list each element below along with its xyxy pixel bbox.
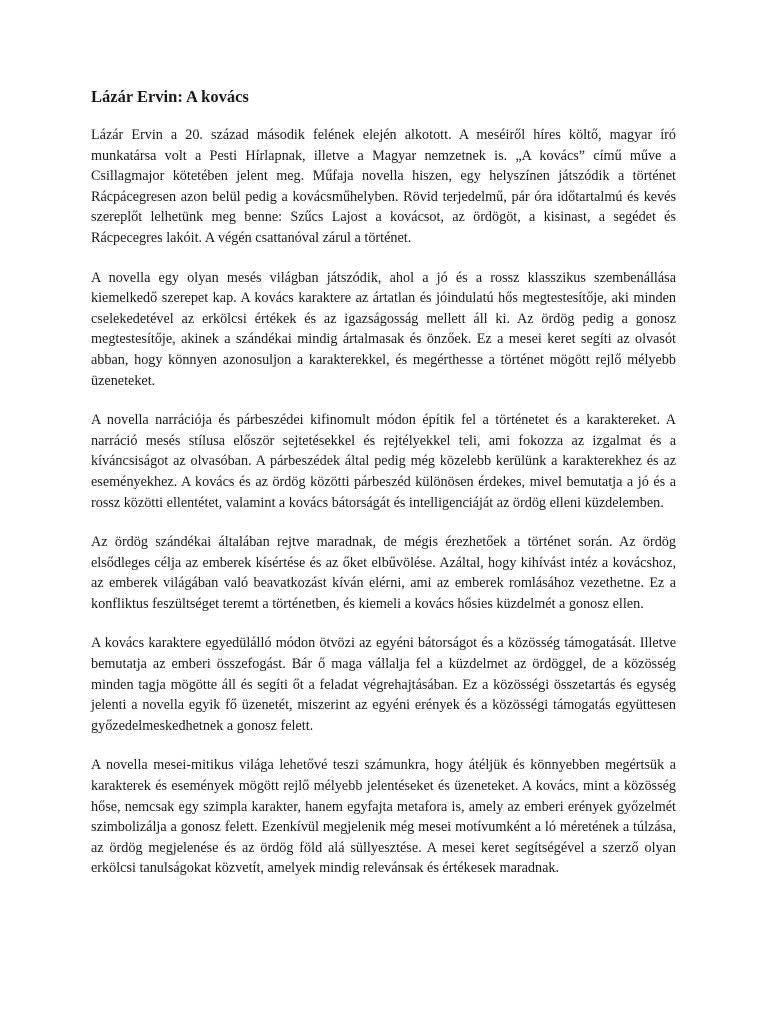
- paragraph-1: Lázár Ervin a 20. század második felének elején alkotott. A meséiről híres költő, magyar író munkatársa volt a Pesti Hírlapnak, illetve a Magyar nemzetnek is. „A kovács” című műve a Csillagmajor kötetében jelent meg. Műfaja novella hiszen, egy helyszínen játszódik a történet Rácpácegresen azon belül pedig a kovácsműhelyben. Rövid terjedelmű, pár óra időtartalmú és kevés szereplőt lelhetünk meg benne: Szűcs Lajost a kovácsot, az ördögöt, a kisinast, a segédet és Rácpecegres lakóit. A végén csattanóval zárul a történet.: [91, 127, 676, 246]
- paragraph-6: A novella mesei-mitikus világa lehetővé teszi számunkra, hogy átéljük és könnyebben megértsük a karakterek és események mögött rejlő mélyebb jelentéseket és üzeneteket. A kovács, mint a közösség hőse, nemcsak egy szimpla karakter, hanem egyfajta metafora is, amely az emberi erények győzelmét szimbolizálja a gonosz felett. Ezenkívül megjelenik még mesei motívumként a ló méretének a túlzása, az ördög megjelenése és az ördög föld alá süllyesztése. A mesei keret segítségével a szerző olyan erkölcsi tanulságokat közvetít, amelyek mindig relevánsak és értékesek maradnak.: [91, 757, 676, 877]
- document-title: Lázár Ervin: A kovács: [91, 87, 249, 106]
- paragraph-4: Az ördög szándékai általában rejtve maradnak, de mégis érezhetőek a történet során. Az ördög elsődleges célja az emberek kísértése és az őket elbűvölése. Azáltal, hogy kihívást intéz a kovácshoz, az emberek világában való beavatkozást kíván elérni, ami az emberek romlásához vezethetne. Ez a konfliktus feszültséget teremt a történetben, és kiemeli a kovács hősies küzdelmét a gonosz ellen.: [91, 534, 676, 612]
- paragraph-5: A kovács karaktere egyedülálló módon ötvözi az egyéni bátorságot és a közösség támogatását. Illetve bemutatja az emberi összefogást. Bár ő maga vállalja fel a küzdelmet az ördöggel, de a közösség minden tagja mögötte áll és segíti őt a feladat végrehajtásában. Ez a közösségi összetartás és egység jelenti a novella egyik fő üzenetét, miszerint az egyéni erények és a közösségi támogatás együttesen győzedelmeskedhetnek a gonosz felett.: [91, 635, 676, 734]
- paragraph-2: A novella egy olyan mesés világban játszódik, ahol a jó és a rossz klasszikus szembenállása kiemelkedő szerepet kap. A kovács karaktere az ártatlan és jóindulatú hős megtestesítője, aki minden cselekedetével az erkölcsi értékek és az igazságosság mellett áll ki. Az ördög pedig a gonosz megtestesítője, akinek a szándékai mindig ártalmasak és önzőek. Ez a mesei keret segíti az olvasót abban, hogy könnyen azonosuljon a karakterekkel, és megérthesse a történet mögött rejlő mélyebb üzeneteket.: [91, 269, 676, 389]
- document-page: [91, 86, 676, 898]
- paragraph-3: A novella narrációja és párbeszédei kifinomult módon építik fel a történetet és a karaktereket. A narráció mesés stílusa először sejtetésekkel és rejtélyekkel teli, ami fokozza az izgalmat és a kíváncsiságot az olvasóban. A párbeszédek által pedig még közelebb kerülünk a karakterekhez és az eseményekhez. A kovács és az ördög közötti párbeszéd különösen érdekes, mivel bemutatja a jó és a rossz közötti ellentétet, valamint a kovács bátorságát és intelligenciáját az ördög elleni küzdelemben.: [91, 412, 676, 511]
